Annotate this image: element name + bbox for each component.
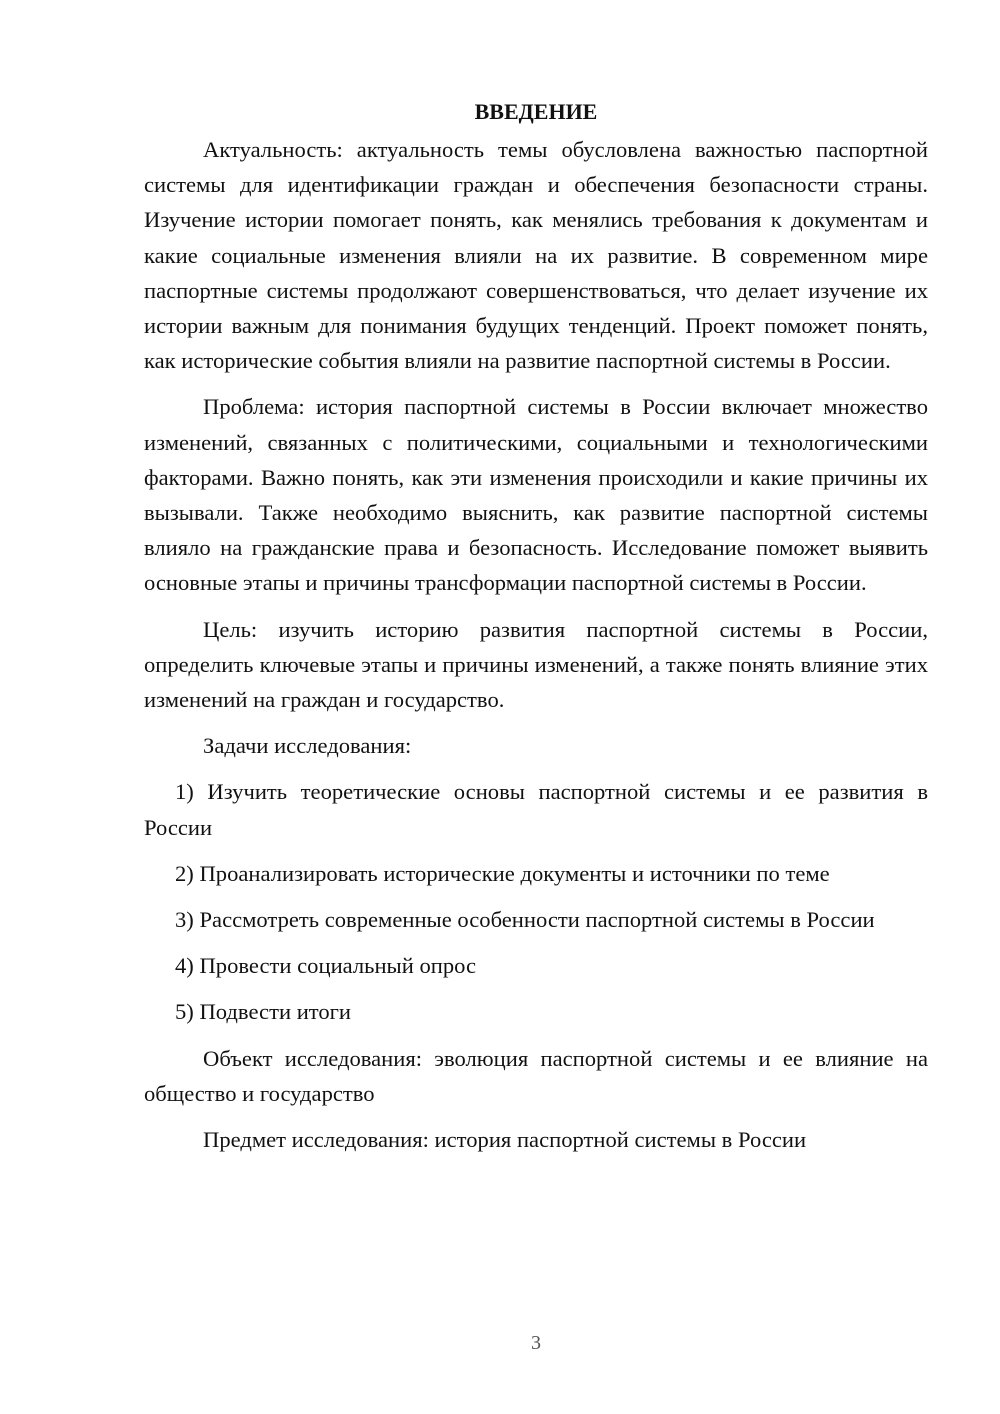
page-number: 3 xyxy=(531,1332,541,1354)
task-item: 1) Изучить теоретические основы паспортной системы и ее развития в России xyxy=(144,779,928,840)
task-item: 2) Проанализировать исторические документы и источники по теме xyxy=(175,860,830,886)
problem-paragraph: Проблема: история паспортной системы в России включает множество изменений, связанных с политическими, социальными и технологическими факторами. Важно понять, как эти изменения происходили и какие причины их вызывали. Также необходимо выяснить, как развитие паспортной системы влияло на гражданские права и безопасность. Исследование поможет выявить основные этапы и причины трансформации паспортной системы в России. xyxy=(144,394,928,596)
tasks-heading: Задачи исследования: xyxy=(203,733,412,759)
object-paragraph: Объект исследования: эволюция паспортной системы и ее влияние на общество и государство xyxy=(144,1045,928,1106)
goal-paragraph: Цель: изучить историю развития паспортной системы в России, определить ключевые этапы и причины изменений, а также понять влияние этих изменений на граждан и государство. xyxy=(144,616,928,713)
task-item: 4) Провести социальный опрос xyxy=(175,953,477,979)
task-item: 3) Рассмотреть современные особенности паспортной системы в России xyxy=(175,907,875,933)
subject-paragraph: Предмет исследования: история паспортной системы в России xyxy=(203,1127,807,1153)
document-body xyxy=(144,92,928,1168)
relevance-paragraph: Актуальность: актуальность темы обусловлена важностью паспортной системы для идентификации граждан и обеспечения безопасности страны. Изучение истории помогает понять, как менялись требования к документам и какие социальные изменения влияли на их развитие. В современном мире паспортные системы продолжают совершенствоваться, что делает изучение их истории важным для понимания будущих тенденций. Проект поможет понять, как исторические события влияли на развитие паспортной системы в России. xyxy=(144,137,928,374)
page-title: ВВЕДЕНИЕ xyxy=(474,99,598,124)
task-item: 5) Подвести итоги xyxy=(175,999,352,1025)
